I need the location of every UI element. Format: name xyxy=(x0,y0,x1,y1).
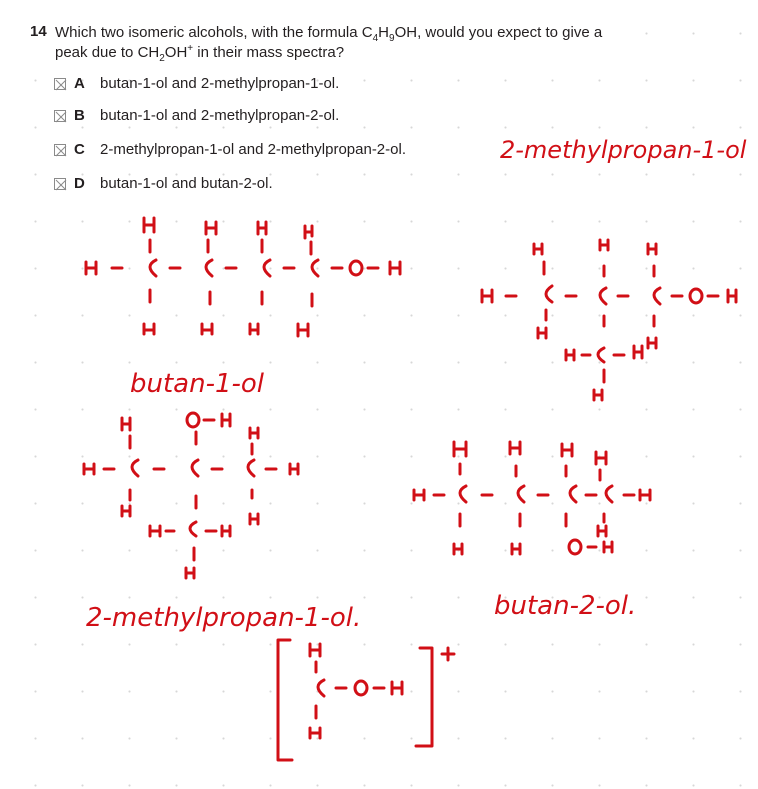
answer-note: 2-methylpropan-1-ol xyxy=(500,136,747,164)
option-a-text: butan-1-ol and 2-methylpropan-1-ol. xyxy=(100,75,340,92)
question-text: Which two isomeric alcohols, with the formula $C_4H_9OH$, would you expect to give a peak due to $CH_2OH^+$ in their mass spectra? xyxy=(55,24,603,64)
option-a-letter: A xyxy=(74,75,85,92)
option-d-text: butan-1-ol and butan-2-ol. xyxy=(100,175,273,192)
option-b-text: butan-1-ol and 2-methylpropan-2-ol. xyxy=(100,107,340,124)
option-d-letter: D xyxy=(74,175,85,192)
2-methylpropan-1-ol-structure xyxy=(84,413,361,633)
butan-1-ol-structure xyxy=(86,218,400,399)
option-b-letter: B xyxy=(74,107,85,124)
butan-2-ol-structure xyxy=(414,442,650,621)
2-methylpropan-1-ol-label: 2-methylpropan-1-ol. xyxy=(86,603,362,633)
butan-2-ol-label: butan-2-ol. xyxy=(494,591,637,621)
2-methylpropan-2-ol-structure xyxy=(482,240,736,400)
ch2oh-fragment xyxy=(278,640,454,760)
option-c-letter: C xyxy=(74,141,85,158)
fragment-charge: + xyxy=(438,660,439,661)
question-number: 14 xyxy=(30,23,47,40)
butan-1-ol-label: butan-1-ol xyxy=(130,369,265,399)
option-c-text: 2-methylpropan-1-ol and 2-methylpropan-2-ol. xyxy=(100,141,406,158)
